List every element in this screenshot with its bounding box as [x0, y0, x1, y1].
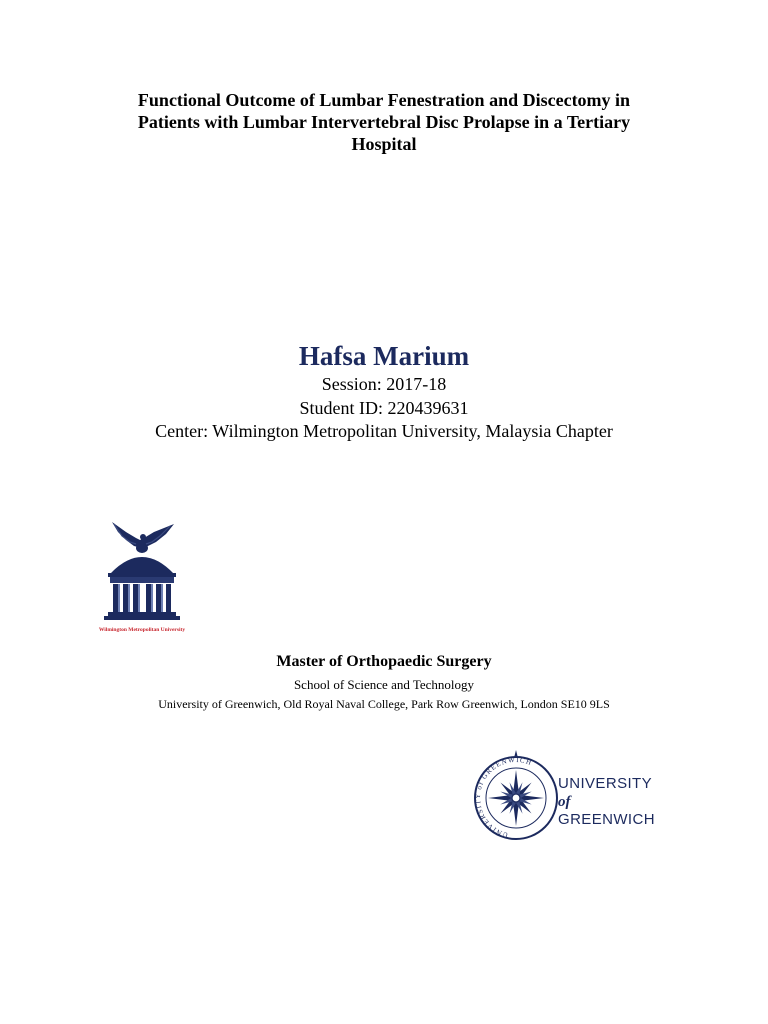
author-name: Hafsa Marium	[298, 341, 470, 371]
session-text: Session: 2017-18	[321, 374, 447, 394]
thesis-title-line-2: Patients with Lumbar Intervertebral Disc Prolapse in a Tertiary	[137, 112, 631, 132]
wilmington-university-logo-icon	[70, 510, 215, 640]
uog-ring-text: UNIVERSITY of GREENWICH	[473, 755, 534, 840]
degree-title: Master of Orthopaedic Surgery	[276, 653, 492, 670]
school-name: School of Science and Technology	[293, 677, 475, 692]
wmu-logo-caption: Wilmington Metropolitan University	[98, 627, 186, 633]
uog-wordmark-line-3: GREENWICH	[558, 811, 655, 828]
uog-wordmark-line-1: UNIVERSITY	[558, 775, 653, 792]
thesis-title	[70, 89, 698, 155]
student-id-text: Student ID: 220439631	[299, 398, 469, 418]
uog-wordmark	[558, 775, 655, 829]
center-text: Center: Wilmington Metropolitan University, Malaysia Chapter	[155, 421, 613, 441]
thesis-title-line-3: Hospital	[351, 134, 417, 154]
university-address: University of Greenwich, Old Royal Naval College, Park Row Greenwich, London SE10 9LS	[158, 697, 610, 711]
thesis-title-line-1: Functional Outcome of Lumbar Fenestration and Discectomy in	[137, 90, 631, 110]
uog-wordmark-line-2: of	[558, 794, 571, 810]
